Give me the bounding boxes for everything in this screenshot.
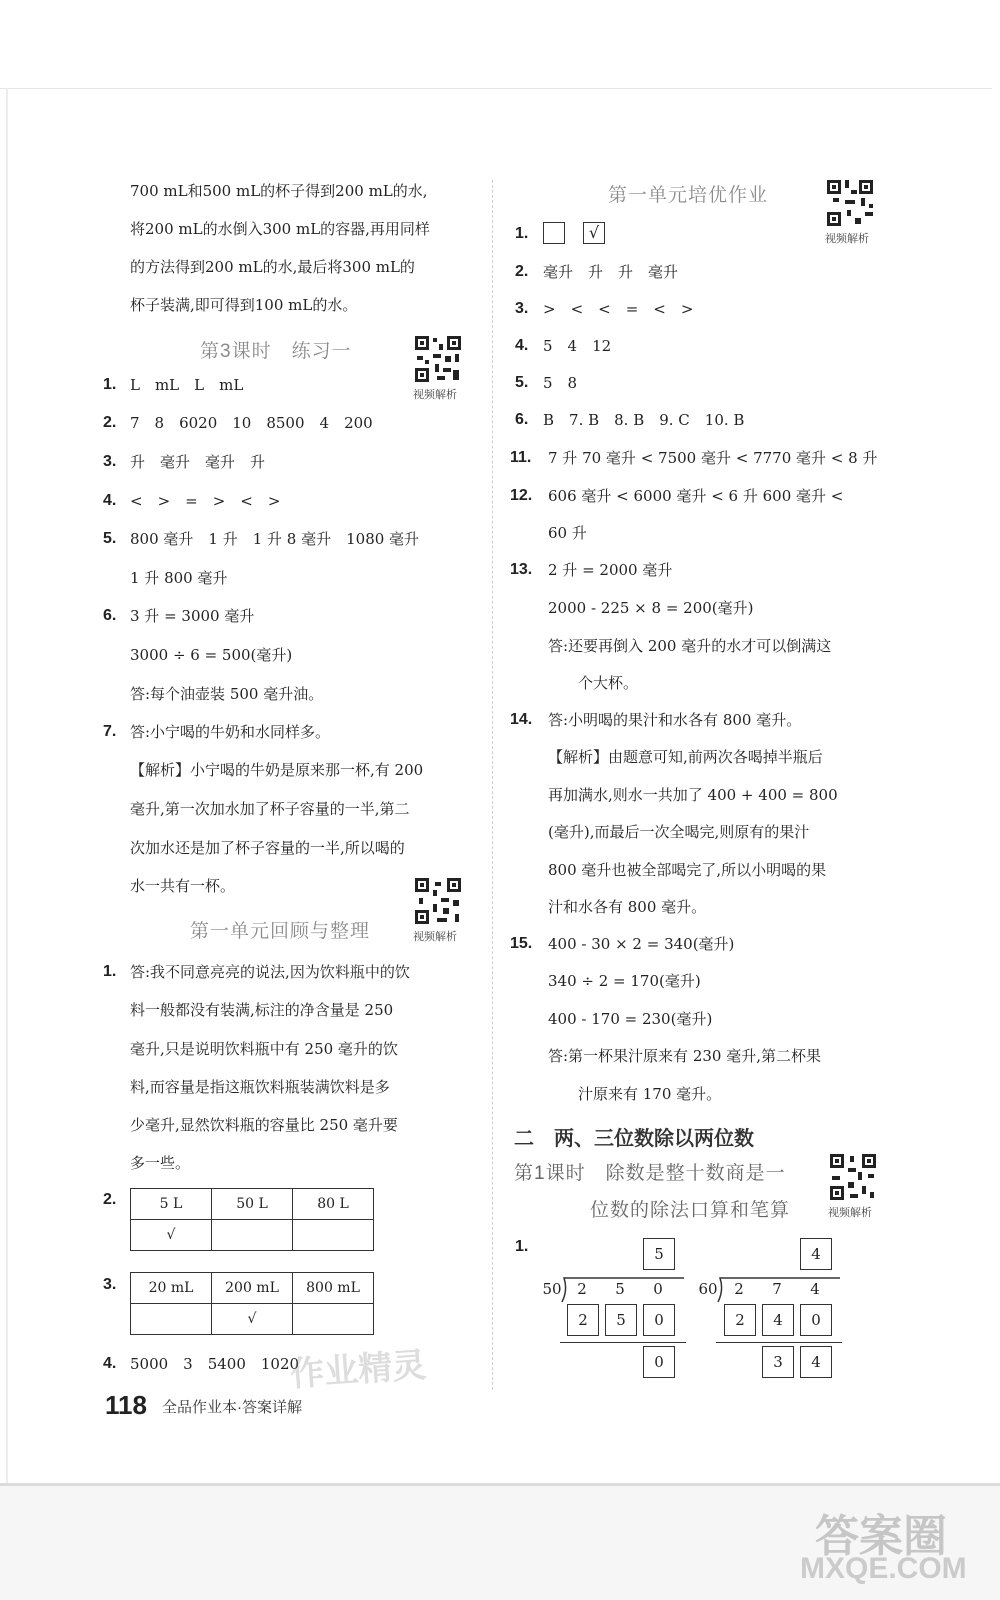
answer-line: 2 升 = 2000 毫升 [548, 561, 673, 579]
answer-line: 答:每个油壶装 500 毫升油。 [130, 685, 324, 703]
item-number: 13. [510, 561, 533, 578]
answer-line: 料一般都没有装满,标注的净含量是 250 [130, 1001, 394, 1019]
answer-line: 答:第一杯果汁原来有 230 毫升,第二杯果 [548, 1047, 821, 1065]
table-cell [212, 1220, 293, 1251]
analysis-line: 【解析】小宁喝的牛奶是原来那一杯,有 200 [130, 761, 424, 779]
qr-code-icon[interactable] [825, 178, 875, 228]
answer-line: 400 - 170 = 230(毫升) [548, 1010, 713, 1028]
item-number: 4. [103, 1355, 117, 1372]
remainder-box: 0 [643, 1346, 675, 1378]
division-line [716, 1342, 842, 1343]
page-bottom-edge [0, 1483, 1000, 1486]
answer-line: 毫升 升 升 毫升 [543, 263, 679, 281]
dividend-digit: 2 [734, 1280, 744, 1298]
answer-line: 5 8 [543, 374, 578, 392]
watermark-site: MXQE.COM [800, 1552, 967, 1585]
answer-line: 7 升 70 毫升 < 7500 毫升 < 7770 毫升 < 8 升 [548, 449, 878, 467]
analysis-line: (毫升),而最后一次全喝完,则原有的果汁 [548, 823, 810, 841]
book-title: 全品作业本·答案详解 [162, 1399, 302, 1416]
divisor: 50 [542, 1280, 562, 1298]
answer-table [130, 1188, 374, 1251]
analysis-line: 再加满水,则水一共加了 400 + 400 = 800 [548, 786, 838, 804]
answer-line: 毫升,只是说明饮料瓶中有 250 毫升的饮 [130, 1040, 398, 1058]
lesson-title: 位数的除法口算和笔算 [590, 1200, 791, 1221]
item-number: 2. [103, 1191, 117, 1208]
answer-line: 少毫升,显然饮料瓶的容量比 250 毫升要 [130, 1116, 398, 1134]
table-cell: √ [131, 1220, 212, 1251]
answer-line: < > = > < > [130, 492, 281, 510]
product-box: 0 [800, 1304, 832, 1336]
page-number: 118 [105, 1390, 147, 1420]
dividend-digit: 5 [615, 1280, 625, 1298]
qr-code-icon[interactable] [413, 876, 463, 926]
dividend-digit: 2 [577, 1280, 587, 1298]
qr-label: 视频解析 [413, 389, 457, 401]
division-line [560, 1342, 686, 1343]
divisor: 60 [698, 1280, 718, 1298]
intro-line: 的方法得到200 mL的水,最后将300 mL的 [130, 258, 415, 276]
dividend-digit: 0 [653, 1280, 663, 1298]
answer-line: 升 毫升 毫升 升 [130, 453, 266, 471]
answer-line: 个大杯。 [578, 674, 639, 692]
dividend-digit: 4 [810, 1280, 820, 1298]
product-box: 2 [567, 1304, 599, 1336]
qr-label: 视频解析 [828, 1207, 872, 1219]
product-box: 2 [724, 1304, 756, 1336]
item-number: 2. [103, 414, 117, 431]
answer-line: 2000 - 225 × 8 = 200(毫升) [548, 599, 754, 617]
answer-line: 料,而容量是指这瓶饮料瓶装满饮料是多 [130, 1078, 390, 1096]
table-cell [131, 1304, 212, 1335]
item-number: 1. [515, 1238, 529, 1255]
section-title-review: 第一单元回顾与整理 [190, 921, 371, 942]
page-edge [6, 88, 8, 1483]
item-number: 2. [515, 263, 529, 280]
item-number: 15. [510, 935, 533, 952]
watermark-logo: 答案圈 [815, 1512, 947, 1561]
answer-line: 5000 3 5400 1020 [130, 1355, 300, 1373]
table-cell: 80 L [293, 1189, 374, 1220]
section-title-lesson3: 第3课时 练习一 [200, 341, 352, 362]
product-box: 0 [643, 1304, 675, 1336]
item-number: 7. [103, 723, 117, 740]
chapter-title: 二 两、三位数除以两位数 [514, 1128, 754, 1150]
item-number: 1. [103, 963, 117, 980]
answer-line: 答:小明喝的果汁和水各有 800 毫升。 [548, 711, 802, 729]
answer-line: 答:我不同意亮亮的说法,因为饮料瓶中的饮 [130, 963, 410, 981]
intro-line: 700 mL和500 mL的杯子得到200 mL的水, [130, 182, 428, 200]
item-number: 6. [515, 411, 529, 428]
analysis-line: 次加水还是加了杯子容量的一半,所以喝的 [130, 839, 405, 857]
qr-code-icon[interactable] [413, 334, 463, 384]
answer-line: 多一些。 [130, 1154, 191, 1172]
quotient-box: 4 [800, 1238, 832, 1270]
column-divider [492, 180, 493, 1390]
table-cell: 800 mL [293, 1273, 374, 1304]
watermark-text: 作业精灵 [289, 1346, 428, 1394]
dividend-digit: 7 [772, 1280, 782, 1298]
item-number: 4. [515, 337, 529, 354]
answer-box [543, 222, 565, 244]
item-number: 5. [103, 530, 117, 547]
quotient-box: 5 [643, 1238, 675, 1270]
table-cell [293, 1220, 374, 1251]
answer-line: 1 升 800 毫升 [130, 569, 228, 587]
table-cell: 20 mL [131, 1273, 212, 1304]
item-number: 1. [515, 225, 529, 242]
section-title-enrichment: 第一单元培优作业 [608, 185, 769, 206]
answer-line: 400 - 30 × 2 = 340(毫升) [548, 935, 735, 953]
item-number: 3. [103, 1276, 117, 1293]
table-cell: 5 L [131, 1189, 212, 1220]
item-number: 14. [510, 711, 533, 728]
table-cell: √ [212, 1304, 293, 1335]
product-box: 4 [762, 1304, 794, 1336]
answer-line: 汁原来有 170 毫升。 [578, 1085, 722, 1103]
qr-code-icon[interactable] [828, 1152, 878, 1202]
qr-label: 视频解析 [825, 233, 869, 245]
table-cell: 200 mL [212, 1273, 293, 1304]
item-number: 1. [103, 376, 117, 393]
answer-line: L mL L mL [130, 376, 244, 394]
analysis-line: 800 毫升也被全部喝完了,所以小明喝的果 [548, 861, 827, 879]
item-number: 6. [103, 607, 117, 624]
analysis-line: 水一共有一杯。 [130, 877, 236, 895]
product-box: 5 [605, 1304, 637, 1336]
item-number: 11. [510, 449, 532, 466]
intro-line: 杯子装满,即可得到100 mL的水。 [130, 296, 358, 314]
item-number: 3. [515, 300, 529, 317]
remainder-box: 4 [800, 1346, 832, 1378]
answer-line: 7 8 6020 10 8500 4 200 [130, 414, 373, 432]
qr-label: 视频解析 [413, 931, 457, 943]
answer-line: 800 毫升 1 升 1 升 8 毫升 1080 毫升 [130, 530, 420, 548]
answer-line: 60 升 [548, 524, 587, 542]
answer-line: 3000 ÷ 6 = 500(毫升) [130, 646, 293, 664]
item-number: 5. [515, 374, 529, 391]
analysis-line: 【解析】由题意可知,前两次各喝掉半瓶后 [548, 748, 823, 766]
answer-line: > < < = < > [543, 300, 694, 318]
answer-box-checked: √ [583, 222, 605, 244]
item-number: 3. [103, 453, 117, 470]
answer-table [130, 1272, 374, 1335]
answer-line: 答:还要再倒入 200 毫升的水才可以倒满这 [548, 637, 832, 655]
answer-line: 答:小宁喝的牛奶和水同样多。 [130, 723, 331, 741]
item-number: 4. [103, 492, 117, 509]
table-cell [293, 1304, 374, 1335]
answer-line: 606 毫升 < 6000 毫升 < 6 升 600 毫升 < [548, 487, 844, 505]
answer-line: B 7. B 8. B 9. C 10. B [543, 411, 745, 429]
answer-line: 5 4 12 [543, 337, 612, 355]
item-number: 12. [510, 487, 533, 504]
analysis-line: 汁和水各有 800 毫升。 [548, 898, 707, 916]
answer-line: 340 ÷ 2 = 170(毫升) [548, 972, 701, 990]
table-cell: 50 L [212, 1189, 293, 1220]
answer-line: 3 升 = 3000 毫升 [130, 607, 255, 625]
lesson-title: 第1课时 除数是整十数商是一 [514, 1163, 786, 1184]
remainder-box: 3 [762, 1346, 794, 1378]
intro-line: 将200 mL的水倒入300 mL的容器,再用同样 [130, 220, 430, 238]
analysis-line: 毫升,第一次加水加了杯子容量的一半,第二 [130, 800, 410, 818]
